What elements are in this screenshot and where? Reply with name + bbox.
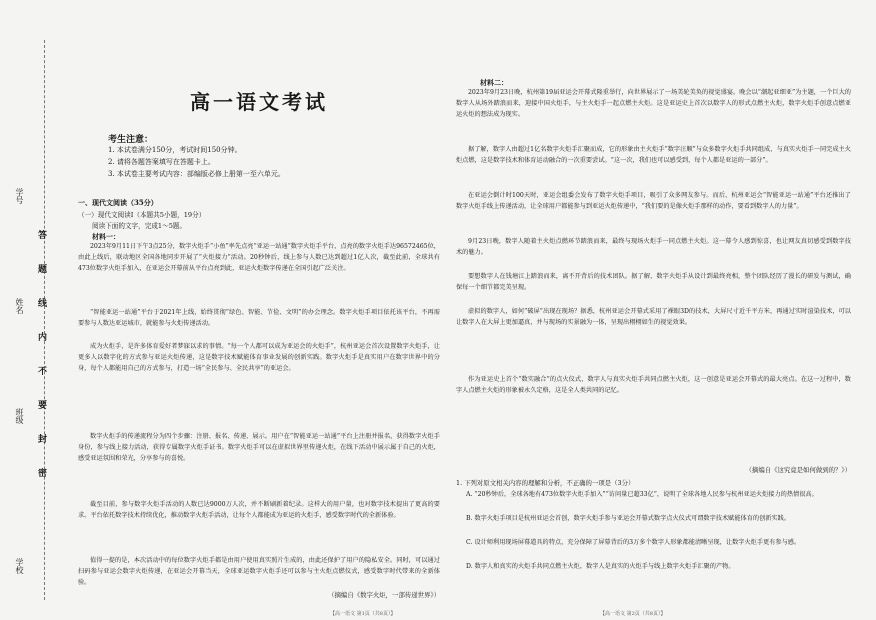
notice-title: 考生注意：	[108, 135, 154, 145]
notice-item: 1. 本试卷满分150分，考试时间150分钟。	[108, 146, 242, 154]
material-1-paragraph: 值得一提的是，本次活动中的每位数字火炬手都是由用户使用真实照片生成的，由此还保护了用户的隐私安全。同时，可以通过扫码参与亚运会数字火炬传递，在亚运会开幕当天，全球亚运数字火炬手还可以参与主火炬点燃仪式，感受数字时代带来的全新体验。	[78, 557, 440, 586]
material-2-paragraph: 虚拟的数字人，如何“破屏”出现在现场？据悉，杭州亚运会开幕式采用了裸眼3D的技术，大屏尺寸近千平方米，再通过实时渲染技术，可以让数字人在大屏上更加逼真，并与现场的实景融为一体，呈现出栩栩如生的视觉效果。	[456, 308, 851, 326]
seal-char: 内	[38, 333, 48, 343]
notice-item: 2. 请将各题答案填写在答题卡上。	[108, 158, 215, 166]
material-1-paragraph: 2023年9月11日下午3点25分，数字火炬手“小鱼”率先点亮“亚运一站通”数字火炬手平台，点亮的数字火炬手达96572465位，由此上线后，联动地区全国各地同步开展了“火炬接力”活动。20秒钟后，线上参与人数已达到超过1亿人次，截至此前，全球共有473位数字火炬手加入，在亚运会开幕前从平台点亮到此，亚运火炬数字传递在全国引起广泛关注。	[78, 243, 440, 272]
material-1-paragraph: 成为火炬手，是许多体育爱好者梦寐以求的事情。“每一个人都可以成为亚运会的火炬手”，杭州亚运会首次设置数字火炬手，让更多人以数字化的方式参与亚运火炬传递，这是数字技术赋能体育事业发展的创新实践。数字火炬手是真实用户在数字世界中的分身，每个人都能用自己的方式参与，打造一场“全民参与、全民共享”的亚运会。	[78, 343, 440, 372]
question-1-option-c: C. 设计师利用现场屏幕道具的特点，充分保障了屏幕背后的3万多个数字人形象都能清晰呈现，让数字火炬手更有参与感。	[466, 539, 801, 546]
seal-char: 不	[38, 367, 48, 377]
material-2-paragraph: 据了解，数字人由超过1亿名数字火炬手汇聚而成，它的形象由主火炬手“数字汪顺”与众多数字火炬手共同组成，与真实火炬手一同完成主火炬点燃，这是数字技术和体育运动融合的一次重要尝试。“这一次，我们也可以感受到，每个人都是亚运的一部分”。	[456, 146, 851, 164]
material-2-paragraph: 作为亚运史上首个“数实融合”的点火仪式，数字人与真实火炬手共同点燃主火炬，这一创意是亚运会开幕式的最大亮点。在这一过程中，数字人点燃主火炬的形象被永久定格，这是全人类共同的记忆。	[456, 376, 851, 394]
binding-label-name: 姓名	[15, 298, 24, 314]
page-footer-left: 【高一语文 第1页（共8页）】	[330, 611, 396, 617]
seal-char: 线	[38, 299, 48, 309]
seal-char: 密	[38, 469, 48, 479]
right-column	[456, 70, 851, 610]
material-2-title: 材料二：	[480, 78, 508, 87]
binding-label-school: 学校	[15, 558, 24, 574]
question-1-option-b: B. 数字火炬手项目是杭州亚运会首创，数字火炬手参与亚运会开幕式数字点火仪式可谓数字技术赋能体育的创新实践。	[466, 515, 791, 522]
question-1-stem: 1. 下列对原文相关内容的理解和分析，不正确的一项是（3分）	[456, 479, 635, 487]
material-1-title: 材料一：	[92, 232, 120, 241]
left-column	[78, 70, 440, 610]
seal-char: 封	[38, 435, 48, 445]
reading-instruction: 阅读下面的文字，完成1～5题。	[92, 222, 187, 230]
question-1-option-a: A. “20秒钟后，全球各地有473位数字火炬手加入”“访问量已超33亿”，说明了全球各地人民参与杭州亚运火炬接力的热情很高。	[466, 491, 818, 498]
material-2-source: （摘编自《这究竟是如何做到的？》）	[745, 466, 851, 474]
notice-item: 3. 本试卷主要考试内容：部编版必修上册第一至六单元。	[108, 170, 285, 178]
material-1-paragraph: 截至目前，参与数字火炬手活动的人数已达9000万人次，并不断刷新着纪录。这样大的用户量，也对数字技术提出了更高的要求。平台依托数字技术持续优化，推动数字火炬手活动，让每个人都能成为亚运的火炬手，感受数字时代的全新体验。	[78, 501, 440, 519]
material-2-paragraph: 要想数字人在钱塘江上踏浪而来，离不开背后的技术团队。据了解，数字火炬手从设计到最终亮相，整个团队经历了漫长的研发与测试，确保每一个细节都完美呈现。	[456, 273, 851, 291]
binding-label-class: 班级	[15, 408, 24, 424]
material-2-paragraph: 在亚运会倒计时100天时，亚运会组委会发布了数字火炬手项目，吸引了众多网友参与。而后，杭州亚运会“智能亚运一站通”平台还推出了数字火炬手线上传递活动，让全球用户都能参与到亚运火炬传递中，“我们要的是像火炬手那样的动作，要看到数字人的力量”。	[456, 192, 851, 210]
seal-line	[44, 40, 45, 600]
subsection-heading: （一）现代文阅读Ⅰ（本题共5小题，19分）	[78, 211, 206, 219]
seal-char: 题	[38, 265, 48, 275]
material-2-paragraph: 2023年9月23日晚，杭州第19届亚运会开幕式隆重举行，向世界展示了一场美轮美奂的视觉盛宴。晚会以“潮起亚细亚”为主题，一个巨大的数字人从场外踏浪而来，迎接中国火炬手，与主火炬手一起点燃主火炬。这是亚运史上首次以数字人的形式点燃主火炬，数字火炬手创意点燃亚运火炬的想法成为现实。	[456, 89, 851, 118]
material-2-paragraph: 9月23日晚，数字人随着主火炬点燃环节踏浪而来，最终与现场火炬手一同点燃主火炬。这一幕令人感到惊喜，也让网友真切感受到数字技术的魅力。	[456, 238, 851, 256]
material-1-source: （摘编自《数字火炬，一部传递世界》）	[328, 591, 440, 599]
section-heading: 一、现代文阅读（35分）	[78, 198, 158, 207]
binding-strip	[0, 0, 68, 620]
page-footer-right: 【高一语文 第2页（共8页）】	[600, 611, 666, 617]
material-1-paragraph: “智能亚运一站通”平台于2021年上线，始终贯彻“绿色、智能、节俭、文明”的办会理念。数字火炬手项目依托该平台，不再需要参与人数达亚运城市，就能参与火炬传递活动。	[78, 309, 440, 327]
exam-title: 高一语文考试	[190, 90, 328, 114]
material-1-paragraph: 数字火炬手的传递流程分为四个步骤：注册、报名、传递、展示。用户在“智能亚运一站通”平台上注册并报名，获得数字火炬手身份，参与线上接力活动，获得专属数字火炬手证书。数字火炬手可以在虚拟世界里传递火炬，在线下活动中展示属于自己的火炬，感受亚运氛围和荣光，分享参与的喜悦。	[78, 433, 440, 462]
question-1-option-d: D. 数字人和真实的火炬手共同点燃主火炬，数字人是真实的火炬手与线上数字火炬手汇聚的产物。	[466, 563, 735, 570]
seal-char: 答	[38, 231, 48, 241]
seal-char: 要	[38, 401, 48, 411]
binding-label-student-id: 学号	[15, 188, 24, 204]
